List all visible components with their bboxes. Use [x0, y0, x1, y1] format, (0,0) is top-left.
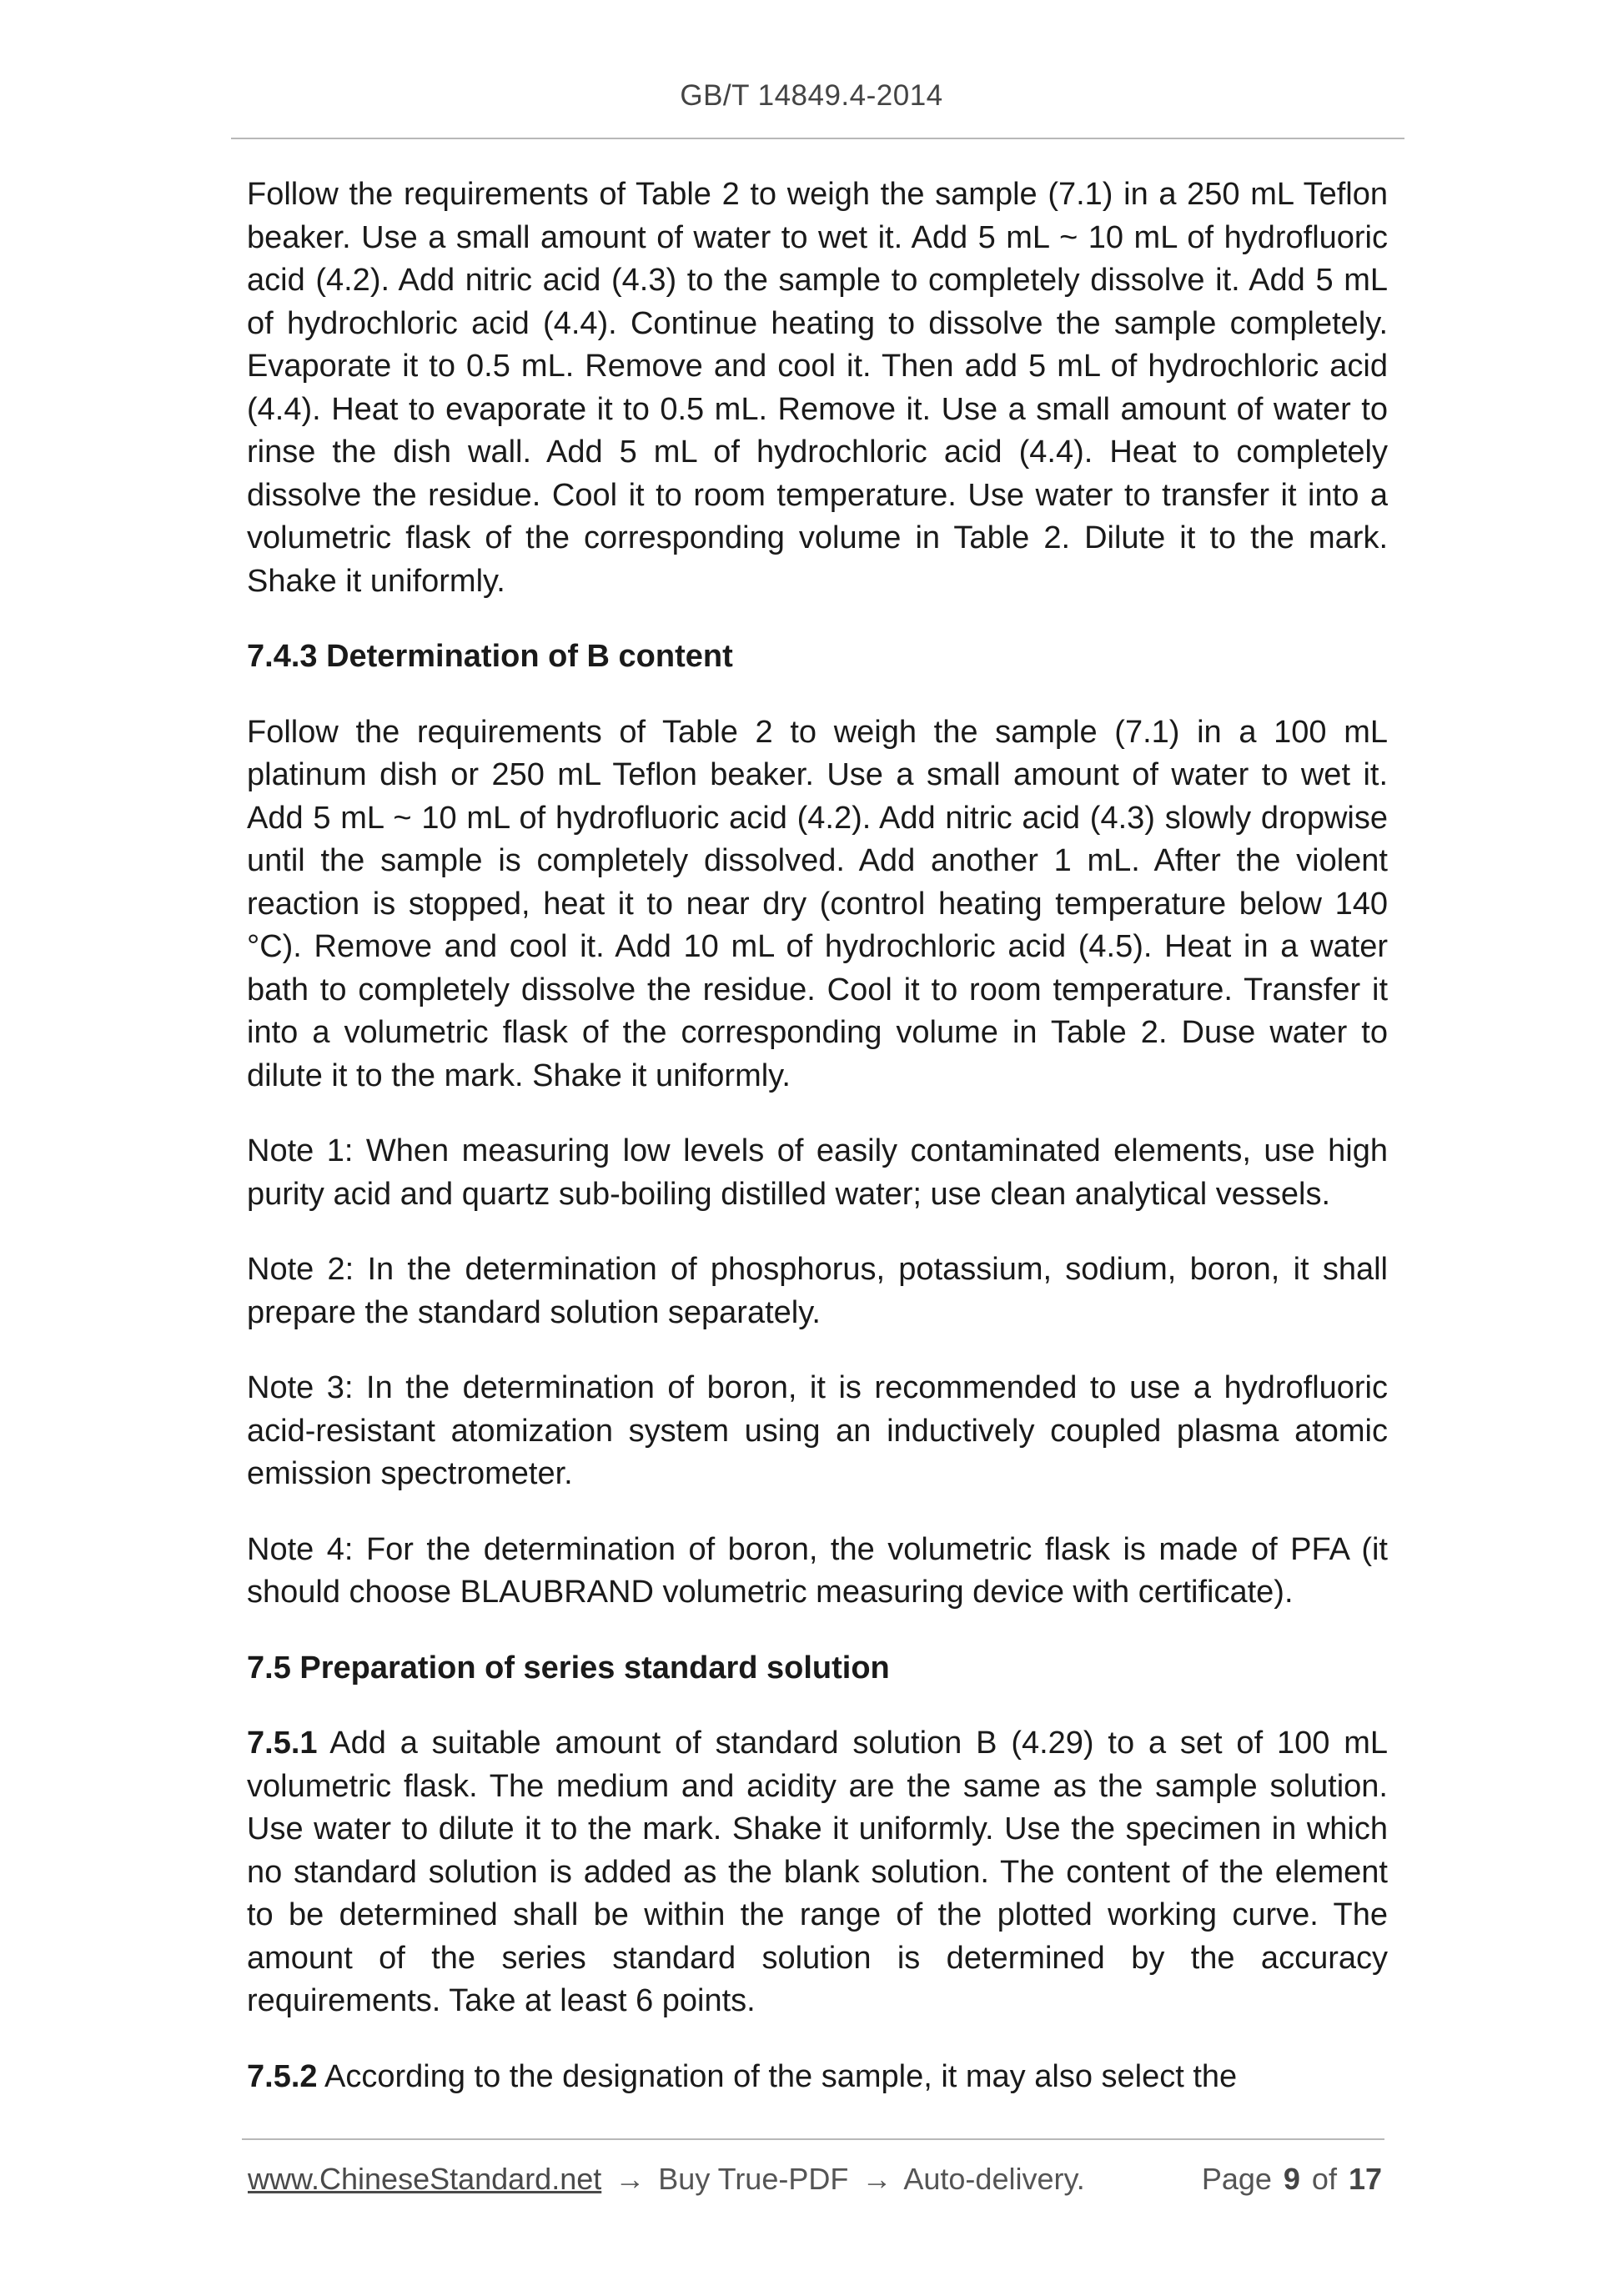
page-label: Page: [1201, 2162, 1272, 2196]
auto-delivery-text: Auto-delivery.: [903, 2162, 1085, 2196]
note-3: Note 3: In the determination of boron, it is recommended to use a hydrofluoric acid-resistant atomization system using an inductively coupled plasma atomic emission spectrometer.: [247, 1370, 1388, 1491]
page-header-title: GB/T 14849.4-2014: [680, 79, 943, 112]
note-1: Note 1: When measuring low levels of easily contaminated elements, use high purity acid and quartz sub-boiling distilled water; use clean analytical vessels.: [247, 1133, 1388, 1212]
page-number: [1202, 2162, 1382, 2197]
arrow-right-icon: →: [615, 2162, 646, 2196]
note-4: Note 4: For the determination of boron, the volumetric flask is made of PFA (it should choose BLAUBRAND volumetric measuring device with certificate).: [247, 1531, 1388, 1610]
header-divider: [231, 138, 1404, 139]
section-heading-7-4-3: 7.4.3 Determination of B content: [247, 639, 733, 674]
page-total: 17: [1348, 2162, 1382, 2196]
document-body: [247, 173, 1388, 2131]
clause-text: According to the designation of the sample, it may also select the: [317, 2058, 1238, 2094]
website-link[interactable]: www.ChineseStandard.net: [248, 2162, 602, 2196]
footer-promo: [248, 2162, 1085, 2197]
clause-7-5-2: [247, 2056, 1388, 2099]
clause-text: Add a suitable amount of standard solution B (4.29) to a set of 100 mL volumetric flask. The medium and acidity are the same as the sample solution. Use water to dilute it to the mark. Shake it uniformly. Use the specimen in which no standard solution is added as the blank solution. The content of the element to be determined shall be within the range of the plotted working curve. The amount of the series standard solution is determined by the accuracy requirements. Take at least 6 points.: [247, 1726, 1388, 2018]
note-2: Note 2: In the determination of phosphorus, potassium, sodium, boron, it shall prepare the standard solution separately.: [247, 1252, 1388, 1330]
clause-number: 7.5.2: [247, 2058, 318, 2094]
footer-divider: [242, 2138, 1384, 2140]
arrow-right-icon: →: [862, 2162, 892, 2196]
paragraph-b-content-procedure: Follow the requirements of Table 2 to weigh the sample (7.1) in a 100 mL platinum dish or 250 mL Teflon beaker. Use a small amount of water to wet it. Add 5 mL ~ 10 mL of hydrofluoric acid (4.2). Add nitric acid (4.3) slowly dropwise until the sample is completely dissolved. Add another 1 mL. After the violent reaction is stopped, heat it to near dry (control heating temperature below 140 °C). Remove and cool it. Add 10 mL of hydrochloric acid (4.5). Heat in a water bath to completely dissolve the residue. Cool it to room temperature. Transfer it into a volumetric flask of the corresponding volume in Table 2. Duse water to dilute it to the mark. Shake it uniformly.: [247, 714, 1388, 1093]
clause-7-5-1: [247, 1722, 1388, 2023]
buy-true-pdf-text: Buy True-PDF: [658, 2162, 849, 2196]
section-heading-7-5: 7.5 Preparation of series standard solution: [247, 1650, 890, 1686]
paragraph-sample-digestion: Follow the requirements of Table 2 to weigh the sample (7.1) in a 250 mL Teflon beaker. Use a small amount of water to wet it. Add 5 mL ~ 10 mL of hydrofluoric acid (4.2). Add nitric acid (4.3) to the sample to completely dissolve it. Add 5 mL of hydrochloric acid (4.4). Continue heating to dissolve the sample completely. Evaporate it to 0.5 mL. Remove and cool it. Then add 5 mL of hydrochloric acid (4.4). Heat to evaporate it to 0.5 mL. Remove it. Use a small amount of water to rinse the dish wall. Add 5 mL of hydrochloric acid (4.4). Heat to completely dissolve the residue. Cool it to room temperature. Use water to transfer it into a volumetric flask of the corresponding volume in Table 2. Dilute it to the mark. Shake it uniformly.: [247, 177, 1388, 599]
page-footer: [248, 2162, 1382, 2203]
page-of-label: of: [1311, 2162, 1337, 2196]
page-current: 9: [1283, 2162, 1300, 2196]
clause-number: 7.5.1: [247, 1726, 318, 1761]
